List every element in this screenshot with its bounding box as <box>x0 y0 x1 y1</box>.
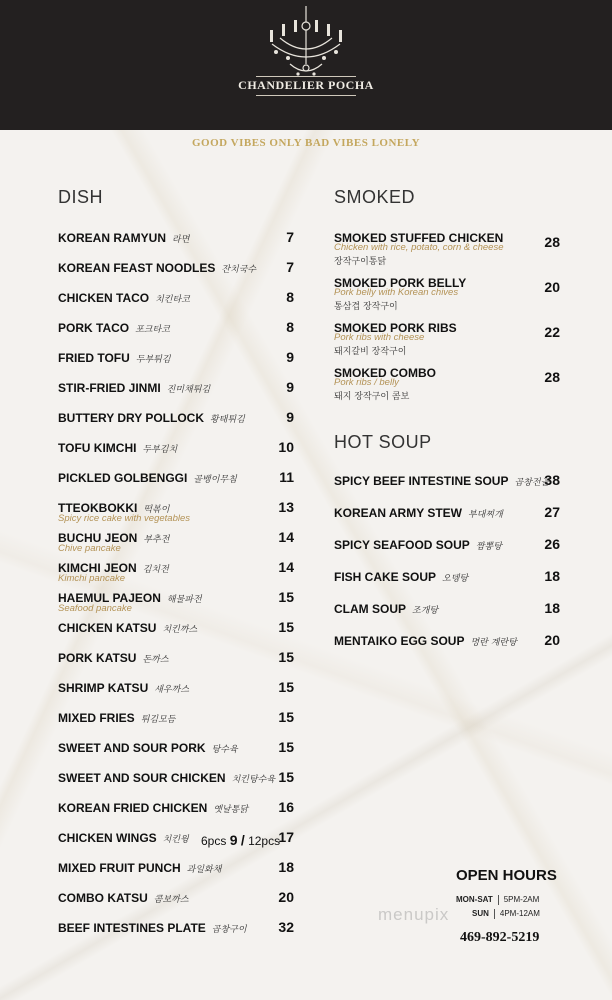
dish-item-price: 7 <box>286 259 294 275</box>
dish-item-korean-name: 진미채튀김 <box>166 385 211 395</box>
hours-row-sun <box>472 909 540 919</box>
smoked-item-korean-name: 장작구이통닭 <box>334 257 387 267</box>
dish-item-price: 8 <box>286 319 294 335</box>
smoked-item-price: 22 <box>544 324 560 340</box>
dish-item <box>58 771 294 791</box>
dish-item-korean-name: 튀김모듬 <box>140 715 176 725</box>
dish-item-price: 9 <box>286 379 294 395</box>
dish-item-name <box>58 411 245 425</box>
dish-item-korean-name: 탕수육 <box>211 745 238 755</box>
dish-item-price: 20 <box>278 889 294 905</box>
smoked-item <box>334 231 560 273</box>
dish-item-name-text: PORK KATSU <box>58 651 137 665</box>
soup-item <box>334 506 560 526</box>
hours-row-mon-sat <box>456 895 539 905</box>
dish-item-name-text: TOFU KIMCHI <box>58 441 137 455</box>
dish-item-name-text: KOREAN RAMYUN <box>58 231 166 245</box>
dish-item-name-text: CHICKEN TACO <box>58 291 150 305</box>
soup-item <box>334 538 560 558</box>
dish-item-korean-name: 치킨탕수육 <box>231 775 276 785</box>
section-title-smoked: SMOKED <box>334 187 416 207</box>
dish-item-name-text: SWEET AND SOUR CHICKEN <box>58 771 226 785</box>
dish-item-price: 14 <box>278 529 294 545</box>
soup-item-name-text: SPICY SEAFOOD SOUP <box>334 538 470 552</box>
dish-item-name <box>58 351 171 365</box>
dish-item <box>58 411 294 431</box>
dish-item <box>58 261 294 281</box>
dish-item-price: 18 <box>278 859 294 875</box>
soup-item-price: 27 <box>544 504 560 520</box>
soup-item <box>334 602 560 622</box>
dish-item-name-text: KIMCHI JEON <box>58 561 137 575</box>
dish-item <box>58 621 294 641</box>
dish-item-korean-name: 부추전 <box>143 535 170 545</box>
soup-item-price: 18 <box>544 568 560 584</box>
dish-item-price: 7 <box>286 229 294 245</box>
smoked-item-korean-name: 돼지갈비 장작구이 <box>334 347 407 357</box>
dish-item <box>58 921 294 941</box>
dish-item-name-text: KOREAN FEAST NOODLES <box>58 261 216 275</box>
dish-item-name <box>58 741 238 755</box>
soup-item-name-text: MENTAIKO EGG SOUP <box>334 634 465 648</box>
dish-item-name-text: FRIED TOFU <box>58 351 130 365</box>
smoked-item-korean-name: 통삼겹 장작구이 <box>334 302 398 312</box>
dish-item-korean-name: 떡볶이 <box>143 505 170 515</box>
dish-item-price: 15 <box>278 769 294 785</box>
hours-time: 5PM-2AM <box>503 895 540 905</box>
dish-item-price: 9 <box>286 349 294 365</box>
smoked-item-description: Pork ribs with cheese <box>334 332 425 343</box>
dish-item-korean-name: 포크타코 <box>135 325 170 335</box>
dish-item <box>58 499 294 524</box>
dish-item-price: 15 <box>278 709 294 725</box>
dish-item-korean-name: 곱창구이 <box>211 925 247 935</box>
dish-item <box>58 471 294 491</box>
dish-item-korean-name: 옛날통닭 <box>213 805 249 815</box>
smoked-item-name: SMOKED STUFFED CHICKEN <box>334 231 504 245</box>
soup-item-korean-name: 명란 계란탕 <box>470 638 517 648</box>
hours-days: MON-SAT <box>456 895 493 905</box>
dish-item-name <box>58 891 189 905</box>
smoked-item <box>334 321 560 363</box>
dish-item <box>58 741 294 761</box>
dish-item-korean-name: 치킨윙 <box>162 835 189 845</box>
soup-item-korean-name: 조개탕 <box>412 606 439 616</box>
dish-item-name-text: STIR-FRIED JINMI <box>58 381 161 395</box>
dish-item <box>58 651 294 671</box>
dish-item-name <box>58 381 210 395</box>
dish-item-name-text: BUTTERY DRY POLLOCK <box>58 411 205 425</box>
dish-item-price: 17 <box>278 829 294 845</box>
wings-12pcs: 12pcs <box>248 834 281 848</box>
header-banner <box>0 0 612 130</box>
smoked-item-korean-name: 돼지 장작구이 콤보 <box>334 392 410 402</box>
dish-item <box>58 441 294 461</box>
dish-item <box>58 559 294 584</box>
dish-item <box>58 801 294 821</box>
soup-item-korean-name: 부대찌개 <box>468 510 503 520</box>
dish-item-name-text: SHRIMP KATSU <box>58 681 149 695</box>
smoked-item <box>334 366 560 408</box>
brand-rule-bottom <box>256 95 356 96</box>
soup-item <box>334 634 560 654</box>
soup-item-name-text: SPICY BEEF INTESTINE SOUP <box>334 474 509 488</box>
soup-item-price: 26 <box>544 536 560 552</box>
chicken-wings-sizes <box>201 832 280 848</box>
dish-item <box>58 589 294 614</box>
dish-item-korean-name: 돈까스 <box>142 655 169 665</box>
soup-item-name-text: KOREAN ARMY STEW <box>334 506 463 520</box>
dish-item <box>58 321 294 341</box>
soup-item-price: 18 <box>544 600 560 616</box>
dish-item-korean-name: 두부튀김 <box>135 355 171 365</box>
dish-item-price: 10 <box>278 439 294 455</box>
dish-item-korean-name: 김치전 <box>142 565 169 575</box>
soup-item-korean-name: 곱창전골 <box>514 478 550 488</box>
dish-item-name <box>58 771 275 785</box>
smoked-item-description: Chicken with rice, potato, corn & cheese <box>334 242 504 253</box>
dish-item-price: 32 <box>278 919 294 935</box>
soup-item-price: 38 <box>544 472 560 488</box>
dish-item-name <box>58 231 189 245</box>
dish-item-name <box>58 471 237 485</box>
dish-item <box>58 861 294 881</box>
wings-6pcs-price: 9 <box>229 832 238 848</box>
soup-item-name <box>334 634 517 648</box>
dish-item-name <box>58 291 190 305</box>
dish-item-korean-name: 황태튀김 <box>210 415 245 425</box>
dish-item-korean-name: 치킨타코 <box>155 295 190 305</box>
soup-item-korean-name: 짬뽕탕 <box>475 542 502 552</box>
brand-rule-top <box>256 76 356 77</box>
dish-item-name-text: CHICKEN KATSU <box>58 621 157 635</box>
dish-item-korean-name: 라면 <box>172 235 190 245</box>
dish-item-name <box>58 681 189 695</box>
dish-item-korean-name: 치킨까스 <box>162 625 198 635</box>
dish-item-price: 15 <box>278 739 294 755</box>
dish-item-korean-name: 콤보까스 <box>153 895 189 905</box>
dish-item-description: Seafood pancake <box>58 603 132 614</box>
dish-item-name <box>58 651 169 665</box>
dish-item-name-text: MIXED FRIES <box>58 711 135 725</box>
dish-item <box>58 681 294 701</box>
dish-item-price: 8 <box>286 289 294 305</box>
smoked-item-name: SMOKED PORK RIBS <box>334 321 457 335</box>
dish-item-korean-name: 잔치국수 <box>221 265 257 275</box>
soup-item-name <box>334 506 503 520</box>
smoked-item-price: 28 <box>544 369 560 385</box>
dish-item-price: 15 <box>278 619 294 635</box>
dish-item <box>58 891 294 911</box>
tagline: GOOD VIBES ONLY BAD VIBES LONELY <box>191 137 421 149</box>
dish-item-price: 15 <box>278 649 294 665</box>
hours-time: 4PM-12AM <box>499 909 540 919</box>
dish-item-name-text: KOREAN FRIED CHICKEN <box>58 801 208 815</box>
dish-item-name <box>58 921 247 935</box>
dish-item-description: Chive pancake <box>58 543 121 554</box>
dish-item-korean-name: 두부김치 <box>142 445 178 455</box>
phone-number: 469-892-5219 <box>460 930 540 945</box>
dish-item-korean-name: 새우까스 <box>154 685 190 695</box>
watermark: menupix <box>378 905 450 924</box>
smoked-item-description: Pork ribs / belly <box>334 377 399 388</box>
dish-item-price: 13 <box>278 499 294 515</box>
dish-item-name <box>58 831 189 845</box>
soup-item-name <box>334 570 468 584</box>
dish-item-name-text: PORK TACO <box>58 321 130 335</box>
dish-item-name-text: HAEMUL PAJEON <box>58 591 161 605</box>
smoked-item-price: 28 <box>544 234 560 250</box>
smoked-item-description: Pork belly with Korean chives <box>334 287 459 298</box>
dish-item-name-text: MIXED FRUIT PUNCH <box>58 861 181 875</box>
soup-item-korean-name: 오뎅탕 <box>442 574 469 584</box>
dish-item-description: Spicy rice cake with vegetables <box>58 513 191 524</box>
dish-item-name-text: BEEF INTESTINES PLATE <box>58 921 206 935</box>
dish-item <box>58 711 294 731</box>
dish-item-price: 9 <box>286 409 294 425</box>
dish-item-name <box>58 621 197 635</box>
dish-item <box>58 291 294 311</box>
soup-item-name <box>334 538 502 552</box>
section-title-dish: DISH <box>58 187 104 207</box>
soup-item-name <box>334 474 549 488</box>
dish-item-name <box>58 711 175 725</box>
dish-item <box>58 529 294 554</box>
dish-item-price: 11 <box>279 469 294 485</box>
hours-days: SUN <box>472 909 489 919</box>
dish-item-name-text: CHICKEN WINGS <box>58 831 157 845</box>
dish-item <box>58 351 294 371</box>
soup-item <box>334 570 560 590</box>
dish-item <box>58 381 294 401</box>
dish-item-price: 16 <box>278 799 294 815</box>
dish-item-name-text: PICKLED GOLBENGGI <box>58 471 188 485</box>
open-hours <box>456 867 576 919</box>
dish-item-name-text: SWEET AND SOUR PORK <box>58 741 206 755</box>
dish-item-korean-name: 해물파전 <box>166 595 202 605</box>
dish-item-description: Kimchi pancake <box>58 573 126 584</box>
dish-item-name <box>58 441 177 455</box>
dish-item <box>58 231 294 251</box>
dish-item-name-text: BUCHU JEON <box>58 531 138 545</box>
dish-item-name-text: COMBO KATSU <box>58 891 148 905</box>
dish-item-price: 15 <box>278 679 294 695</box>
dish-item-korean-name: 과일화채 <box>186 865 222 875</box>
smoked-item-price: 20 <box>544 279 560 295</box>
section-title-hot-soup: HOT SOUP <box>334 432 432 452</box>
soup-item-name-text: CLAM SOUP <box>334 602 406 616</box>
soup-item-name-text: FISH CAKE SOUP <box>334 570 437 584</box>
dish-item-name <box>58 801 248 815</box>
wings-divider: / <box>240 832 245 848</box>
brand-name: CHANDELIER POCHA <box>238 78 374 92</box>
dish-item-name <box>58 261 256 275</box>
dish-item-name <box>58 321 170 335</box>
wings-6pcs: 6pcs <box>201 834 227 848</box>
smoked-item-name: SMOKED COMBO <box>334 366 436 380</box>
soup-item-price: 20 <box>544 632 560 648</box>
smoked-item-name: SMOKED PORK BELLY <box>334 276 467 290</box>
smoked-item <box>334 276 560 318</box>
soup-item <box>334 474 560 494</box>
soup-item-name <box>334 602 438 616</box>
dish-item-price: 15 <box>278 589 294 605</box>
dish-item-price: 14 <box>278 559 294 575</box>
dish-item <box>58 831 294 851</box>
dish-item-name-text: TTEOKBOKKI <box>58 501 138 515</box>
open-hours-title: OPEN HOURS <box>456 867 557 884</box>
dish-item-korean-name: 골뱅이무침 <box>193 475 237 485</box>
dish-item-name <box>58 861 221 875</box>
